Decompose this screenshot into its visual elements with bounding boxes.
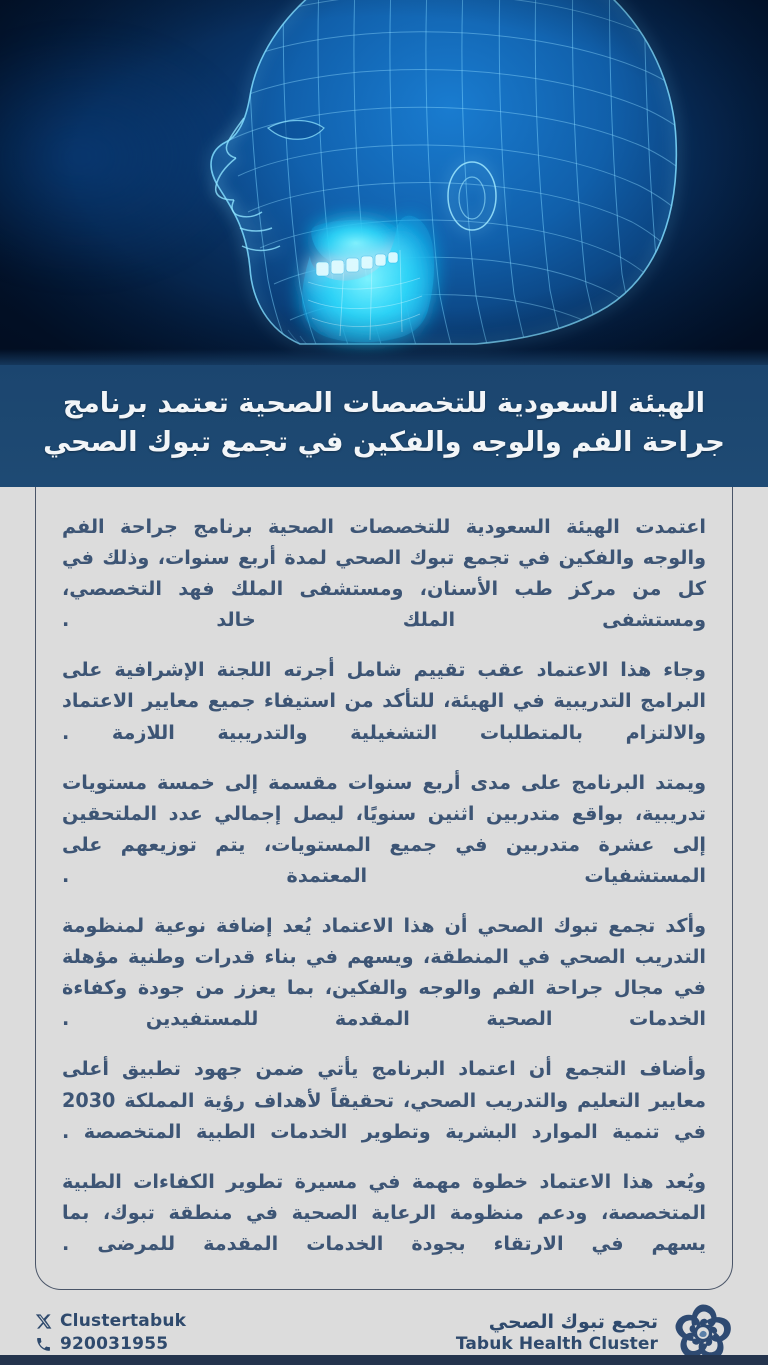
phone-icon bbox=[34, 1335, 52, 1353]
phone-row[interactable] bbox=[34, 1334, 186, 1354]
article-paragraph: وأضاف التجمع أن اعتماد البرنامج يأتي ضمن جهود تطبيق أعلى معايير التعليم والتدريب الصحي، تحقيقاً لأهداف رؤية المملكة 2030 في تنمية الموارد البشرية وتطوير الخدمات الطبية المتخصصة . bbox=[62, 1057, 706, 1143]
brand-wordmark bbox=[456, 1311, 658, 1355]
wireframe-head-illustration bbox=[0, 0, 768, 365]
article-section bbox=[0, 487, 768, 1290]
article-paragraph: ويمتد البرنامج على مدى أربع سنوات مقسمة إلى خمسة مستويات تدريبية، بواقع متدربين اثنين سنويًا، ليصل إجمالي عدد الملتحقين إلى عشرة متدربين في جميع المستويات، يتم توزيعهم على المستشفيات المعتمدة . bbox=[62, 770, 706, 887]
footer bbox=[0, 1290, 768, 1365]
article-paragraph: وأكد تجمع تبوك الصحي أن هذا الاعتماد يُعد إضافة نوعية لمنظومة التدريب الصحي في المنطقة، ويسهم في بناء قدرات وطنية مؤهلة في مجال جراحة الفم والوجه والفكين، بما يعزز من جودة وكفاءة الخدمات الصحية المقدمة للمستفيدين . bbox=[62, 914, 706, 1031]
phone-number-text: 920031955 bbox=[60, 1334, 169, 1355]
brand-name-arabic: تجمع تبوك الصحي bbox=[488, 1311, 658, 1334]
social-contact-block bbox=[34, 1311, 186, 1354]
bottom-accent-bar bbox=[0, 1355, 768, 1365]
hero-image bbox=[0, 0, 768, 365]
x-handle-text: Clustertabuk bbox=[60, 1311, 187, 1332]
article-paragraph: ويُعد هذا الاعتماد خطوة مهمة في مسيرة تطوير الكفاءات الطبية المتخصصة، ودعم منظومة الرعاية الصحية في منطقة تبوك، بما يسهم في الارتقاء بجودة الخدمات المقدمة للمرضى . bbox=[62, 1169, 706, 1255]
article-paragraph: وجاء هذا الاعتماد عقب تقييم شامل أجرته اللجنة الإشرافية على البرامج التدريبية في الهيئة، للتأكد من استيفاء جميع معايير الاعتماد والالتزام بالمتطلبات التشغيلية والتدريبية اللازمة . bbox=[62, 658, 706, 744]
brand-name-english: Tabuk Health Cluster bbox=[455, 1334, 658, 1355]
article-paragraph: اعتمدت الهيئة السعودية للتخصصات الصحية برنامج جراحة الفم والوجه والفكين في تجمع تبوك الصحي لمدة أربع سنوات، وذلك في كل من مركز طب الأسنان، ومستشفى الملك فهد التخصصي، ومستشفى الملك خالد . bbox=[62, 515, 706, 632]
headline-band bbox=[0, 365, 768, 487]
article-card bbox=[35, 487, 733, 1290]
social-x-row[interactable] bbox=[34, 1311, 186, 1331]
page-title: الهيئة السعودية للتخصصات الصحية تعتمد برنامج جراحة الفم والوجه والفكين في تجمع تبوك الصحي bbox=[43, 386, 725, 458]
x-twitter-icon bbox=[34, 1312, 52, 1330]
